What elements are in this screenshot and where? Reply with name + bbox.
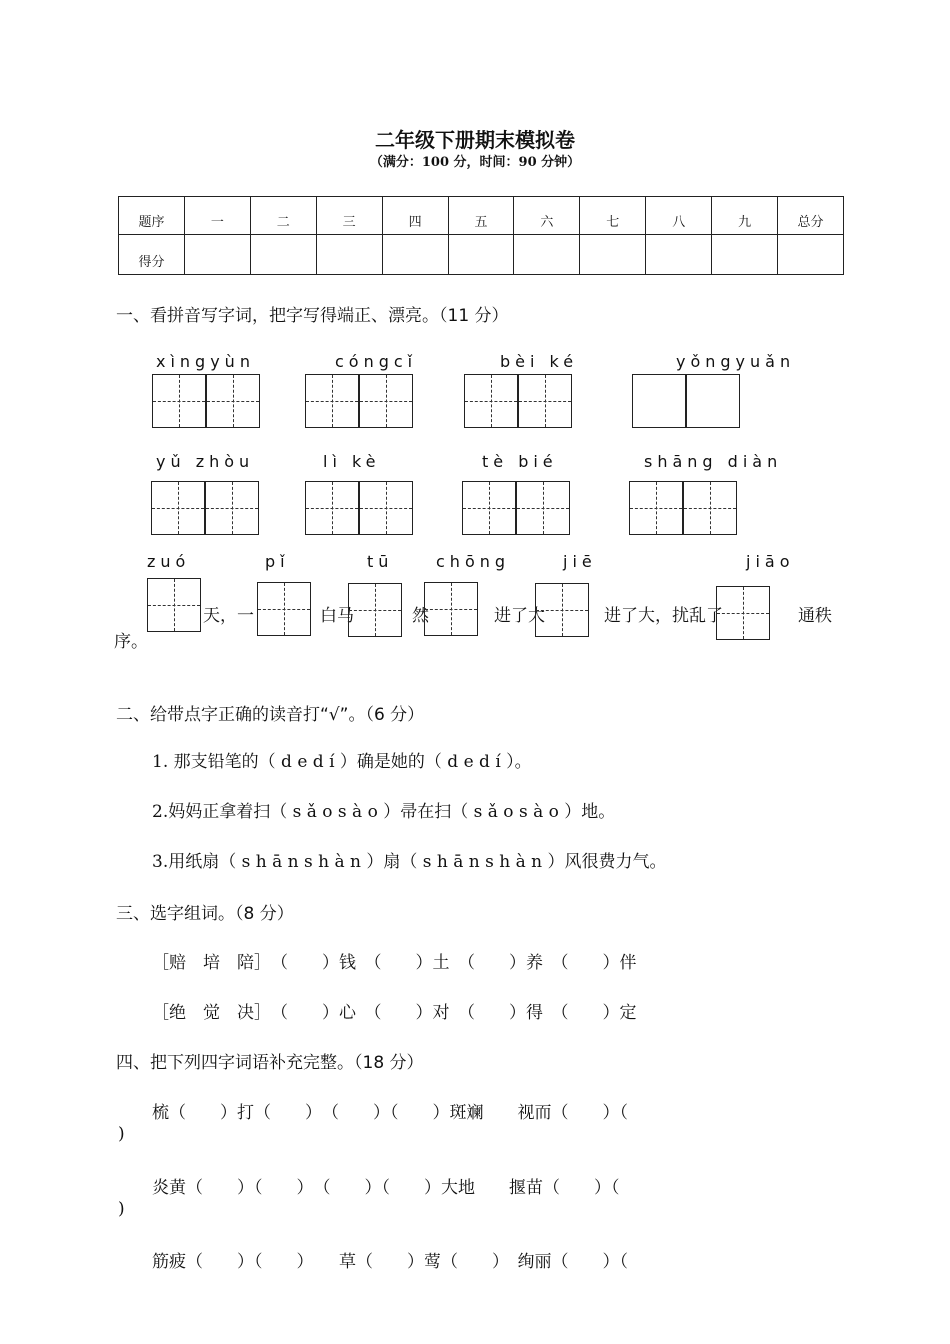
writing-box[interactable] <box>716 586 770 640</box>
sentence-fragment: 通秩 <box>798 606 832 626</box>
writing-box[interactable] <box>305 481 359 535</box>
score-header-cell: 七 <box>580 197 646 235</box>
section3-heading: 三、选字组词。（8 分） <box>116 904 294 924</box>
writing-box[interactable] <box>629 481 683 535</box>
question-line: ［绝 觉 决］ （ ）心 （ ）对 （ ）得 （ ）定 <box>152 1003 637 1023</box>
page-subtitle: （满分：100 分，时间：90 分钟） <box>369 155 581 170</box>
section4-heading: 四、把下列四字词语补充完整。（18 分） <box>116 1053 424 1073</box>
score-input-cell[interactable] <box>712 235 778 275</box>
sentence-fragment: 进了大 <box>494 606 545 626</box>
page-title: 二年级下册期末模拟卷 <box>375 128 575 152</box>
pinyin-label: yǒngyuǎn <box>676 352 796 371</box>
pinyin-label: cóngcǐ <box>335 352 418 371</box>
sentence-fragment: 白马 <box>320 606 354 626</box>
pinyin-label: jiē <box>563 552 597 571</box>
writing-box[interactable] <box>359 374 413 428</box>
score-input-cell[interactable] <box>778 235 844 275</box>
pinyin-label: jiāo <box>746 552 795 571</box>
writing-box[interactable] <box>151 481 205 535</box>
score-header-cell: 八 <box>646 197 712 235</box>
score-input-cell[interactable] <box>514 235 580 275</box>
writing-box[interactable] <box>359 481 413 535</box>
writing-box[interactable] <box>206 374 260 428</box>
question-line: 2.妈妈正拿着扫（ s ǎ o s à o ）帚在扫（ s ǎ o s à o ）地。 <box>152 802 616 822</box>
pinyin-label: tū <box>367 552 394 571</box>
pinyin-label: yǔ zhòu <box>156 452 255 471</box>
sentence-fragment: 然 <box>412 606 429 626</box>
question-line: ［赔 培 陪］ （ ）钱 （ ）土 （ ）养 （ ）伴 <box>152 953 637 973</box>
section2-heading: 二、给带点字正确的读音打“√”。（6 分） <box>116 705 425 725</box>
pinyin-label: lì kè <box>323 452 381 471</box>
score-header-cell: 四 <box>382 197 448 235</box>
sentence-fragment: 进了大，扰乱了 <box>604 606 723 626</box>
writing-box[interactable] <box>518 374 572 428</box>
score-input-cell[interactable] <box>316 235 382 275</box>
score-header-cell: 五 <box>448 197 514 235</box>
question-line: 梳（ ）打（ ） （ ）（ ）斑斓 视而（ ）（ <box>152 1103 628 1123</box>
score-input-cell[interactable] <box>580 235 646 275</box>
writing-box[interactable] <box>152 374 206 428</box>
question-line: 1. 那支铅笔的（ d e d í ）确是她的（ d e d í ）。 <box>152 752 532 772</box>
score-header-cell: 三 <box>316 197 382 235</box>
score-input-cell[interactable] <box>184 235 250 275</box>
score-input-cell[interactable] <box>448 235 514 275</box>
line-wrap: ) <box>118 1199 125 1219</box>
question-line: 炎黄（ ）（ ） （ ）（ ）大地 揠苗（ ）（ <box>152 1178 620 1198</box>
writing-box[interactable] <box>424 582 478 636</box>
writing-box[interactable] <box>305 374 359 428</box>
writing-box[interactable] <box>535 583 589 637</box>
score-row-label: 得分 <box>119 235 185 275</box>
writing-box[interactable] <box>683 481 737 535</box>
sentence-fragment: 序。 <box>114 632 148 652</box>
question-line: 筋疲（ ）（ ） 草（ ）莺（ ） 绚丽（ ）（ <box>152 1252 628 1272</box>
pinyin-label: zuó <box>147 552 191 571</box>
writing-box[interactable] <box>348 583 402 637</box>
score-header-cell: 九 <box>712 197 778 235</box>
writing-box[interactable] <box>147 578 201 632</box>
pinyin-label: shāng diàn <box>644 452 783 471</box>
writing-box[interactable] <box>686 374 740 428</box>
writing-box[interactable] <box>205 481 259 535</box>
writing-box[interactable] <box>464 374 518 428</box>
score-header-cell: 题序 <box>119 197 185 235</box>
pinyin-label: tè bié <box>482 452 558 471</box>
score-input-cell[interactable] <box>250 235 316 275</box>
pinyin-label: pǐ <box>265 552 290 571</box>
writing-box[interactable] <box>257 582 311 636</box>
score-header-cell: 一 <box>184 197 250 235</box>
sentence-fragment: 天，一 <box>203 606 254 626</box>
writing-box[interactable] <box>632 374 686 428</box>
score-table <box>118 196 844 275</box>
score-header-cell: 二 <box>250 197 316 235</box>
writing-box[interactable] <box>462 481 516 535</box>
pinyin-label: chōng <box>436 552 511 571</box>
writing-box[interactable] <box>516 481 570 535</box>
score-header-cell: 六 <box>514 197 580 235</box>
section1-heading: 一、看拼音写字词，把字写得端正、漂亮。（11 分） <box>116 306 509 326</box>
question-line: 3.用纸扇（ s h ā n s h à n ）扇（ s h ā n s h à n ）风很费力气。 <box>152 852 667 872</box>
pinyin-label: bèi ké <box>500 352 579 371</box>
score-input-cell[interactable] <box>382 235 448 275</box>
score-header-cell: 总分 <box>778 197 844 235</box>
line-wrap: ) <box>118 1124 125 1144</box>
score-input-cell[interactable] <box>646 235 712 275</box>
pinyin-label: xìngyùn <box>156 352 255 371</box>
